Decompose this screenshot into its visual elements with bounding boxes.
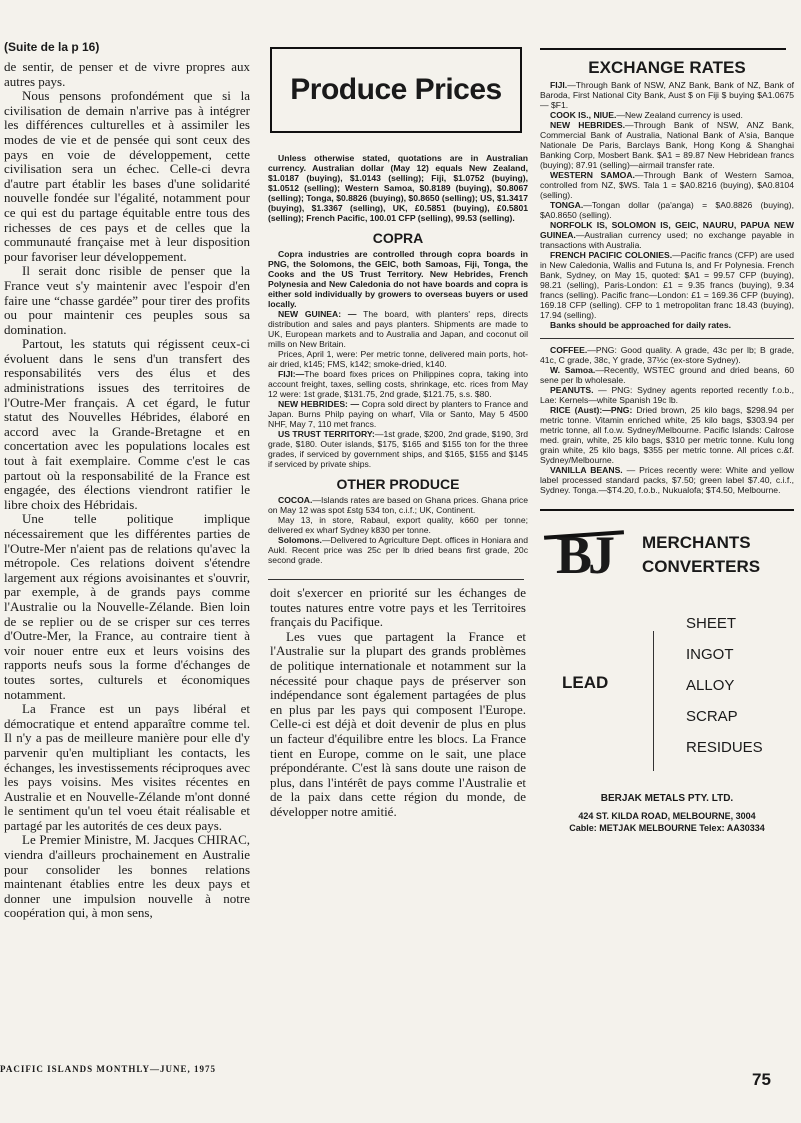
company-name: BERJAK METALS PTY. LTD. bbox=[600, 793, 734, 804]
produce-prices-title-box bbox=[270, 47, 522, 133]
entry-label: RICE (Aust):—PNG: bbox=[550, 405, 633, 415]
entry-text: —Through Bank of NSW, ANZ Bank, Commercial Bank of Australia, National Bank of A'sia, Banque Nationale De Paris, Barclays Bank, Hong Kong & Shanghai Banking Corp, Mosbert Bank. $A1 = 89.87 New Hebridean francs (buying); 87.91 (selling)—airmail transfer rate. bbox=[540, 120, 795, 170]
entry-label: VANILLA BEANS. bbox=[550, 465, 623, 475]
exchange-entry bbox=[540, 170, 794, 200]
entry-label: NEW GUINEA: — bbox=[278, 309, 357, 319]
entry-text: — PNG: Sydney agents reported recently f.o.b., Lae: Kernels—white Spanish 19c lb. bbox=[540, 385, 794, 405]
entry-label: TONGA. bbox=[550, 200, 584, 210]
produce-entry bbox=[540, 385, 794, 405]
entry-label: COFFEE. bbox=[550, 345, 588, 355]
divider bbox=[540, 338, 794, 339]
entry-text: —Tongan dollar (pa'anga) = $A0.8826 (buying), $A0.8650 (selling). bbox=[540, 200, 794, 220]
banks-note: Banks should be approached for daily rates. bbox=[550, 320, 731, 330]
entry-label: COOK IS., NIUE. bbox=[550, 110, 617, 120]
paragraph: Le Premier Ministre, M. Jacques CHIRAC, viendra d'ailleurs prochainement en Australie pour consolider les bonnes relations maintenant établies entre les deux pays et donner une impulsion nouvelle à notre coopération qui, à mon sens, bbox=[4, 832, 250, 921]
product-item: ALLOY bbox=[686, 677, 735, 694]
exchange-entry bbox=[540, 80, 794, 110]
new-guinea-prices: Prices, April 1, were: Per metric tonne, delivered main ports, hot-air dried, k145; FMS, k142; smoke-dried, k140. bbox=[268, 349, 528, 369]
cocoa-entry bbox=[268, 495, 528, 515]
entry-label: NEW HEBRIDES: — bbox=[278, 399, 360, 409]
converters-label: CONVERTERS bbox=[642, 557, 761, 576]
product-item: SHEET bbox=[686, 615, 737, 632]
entry-text: —Through Bank of NSW, ANZ Bank, Bank of NZ, Bank of Baroda, First National City Bank, Aust $ on Fiji $ buying $A1.0675 — $F1. bbox=[540, 80, 794, 110]
divider bbox=[540, 48, 786, 50]
entry-text: —Australian currency used; no exchange payable in transactions with Australia. bbox=[540, 230, 794, 250]
exchange-entry bbox=[540, 110, 794, 120]
exchange-rates-column bbox=[536, 0, 798, 1085]
french-article-column bbox=[0, 0, 252, 1085]
page-footer: PACIFIC ISLANDS MONTHLY—JUNE, 1975 bbox=[0, 1064, 217, 1074]
copra-intro: Copra industries are controlled through copra boards in PNG, the Solomons, the GEIC, both Samoas, Fiji, Tonga, the Cooks and the US Trust Territory. New Hebrides, French Polynesia and New Caledonia do not have boards and copra is either sold individually by growers to overseas buyers or used locally. bbox=[268, 249, 528, 309]
entry-label: FRENCH PACIFIC COLONIES. bbox=[550, 250, 673, 260]
entry-label: WESTERN SAMOA. bbox=[550, 170, 635, 180]
paragraph: La France est un pays libéral et démocratique et entend apparaître comme tel. Il n'y a pas de meilleure manière pour elle d'y parvenir qu'en multipliant les contacts, les échanges, les investissements réciproques avec les pays voisins. Mes visites récentes en Australie et en Nouvelle-Zélande m'ont donné le sentiment qu'un tel voeu était réalisable et partagé par les autorités de ces deux pays. bbox=[4, 701, 250, 833]
berjak-metals-advert bbox=[540, 509, 794, 865]
divider bbox=[268, 579, 524, 580]
exchange-rates-text bbox=[540, 80, 794, 330]
entry-label: COCOA. bbox=[278, 495, 313, 505]
entry-label: FIJI:— bbox=[278, 369, 305, 379]
produce-entry bbox=[540, 465, 794, 495]
other-produce-heading: OTHER PRODUCE bbox=[336, 476, 460, 492]
continuation-note: (Suite de la p 16) bbox=[4, 40, 100, 54]
entry-text: Copra sold direct by planters to France and Japan. Burns Philp paying on wharf, Vila or Santo, May 5 4500 NHF, May 7, 110 met francs. bbox=[268, 399, 528, 429]
entry-label: FIJI. bbox=[550, 80, 568, 90]
exchange-entry bbox=[540, 120, 794, 170]
french-article-continuation bbox=[270, 586, 526, 820]
entry-text: —PNG: Good quality. A grade, 43c per lb; B grade, 41c, C grade, 38c, Y grade, 37½c (ex-store Sydney). bbox=[540, 345, 794, 365]
exchange-entry bbox=[540, 200, 794, 220]
solomons-entry bbox=[268, 535, 528, 565]
company-cable: Cable: METJAK MELBOURNE Telex: AA30334 bbox=[569, 823, 765, 833]
entry-text: The board fixes prices on Philippines copra, taking into account freight, taxes, selling costs, shrinkage, etc. rices from May 12 were: 1st grade, $131.75, 2nd grade, $121.75, s.s. $80. bbox=[268, 369, 528, 399]
entry-text: —Through Bank of Western Samoa, controlled from NZ, $WS. Tala 1 = $A0.8216 (buying), $A0.8104 (selling). bbox=[540, 170, 794, 200]
entry-text: Dried brown, 25 kilo bags, $298.94 per metric tonne. Vitamin enriched white, 25 kilo bags, $303.94 per metric tonne, all f.o.w. Sydney/Melbourne. Pacific Islands: Calrose med. grain, white, 25 kilo bags, $310 per metric tonne. Kulu long grain white, 25 kilo bags, $355 per metric tonne. All prices c.&f. Sydney/Melbourne. bbox=[540, 405, 794, 465]
merchants-label: MERCHANTS bbox=[642, 533, 751, 552]
entry-text: —Recently, WSTEC ground and dried beans, 60 sene per lb wholesale. bbox=[540, 365, 794, 385]
paragraph: Il serait donc risible de penser que la France veut s'y maintenir avec l'espoir d'en faire une “chasse gardée” pour tirer des profits ou pour maintenir ces peuples sous sa domination. bbox=[4, 263, 250, 337]
entry-text: —New Zealand currency is used. bbox=[616, 110, 743, 120]
copra-heading: COPRA bbox=[372, 230, 424, 246]
bj-logo-icon bbox=[544, 525, 630, 587]
paragraph: doit s'exercer en priorité sur les échanges de toutes natures entre votre pays et les Territoires français du Pacifique. bbox=[270, 585, 526, 630]
exchange-rates-title: EXCHANGE RATES bbox=[588, 58, 746, 77]
entry-text: The board, with planters' reps, directs distribution and sales and pays planters. Shipments are made to UK, European markets and to Australia and Japan, and coconut oil mills on New Britain. bbox=[268, 309, 529, 349]
paragraph: Nous pensons profondément que si la civilisation de demain n'arrive pas à intégrer les différences culturelles et à assimiler les modes de vie et de pensée qui sont ceux des pays en voie de développement, cette civilisation sera un échec. Celle-ci devra d'autre part établir les bases d'une solidarité nouvelle fondée sur l'égalité, notamment pour ce qui est du partage équitable entre tous des richesses de ces pays et de celles que la communauté française met à leur disposition pour favoriser leur développement. bbox=[4, 88, 250, 264]
fiji-entry bbox=[268, 369, 528, 399]
produce-prices-continued bbox=[540, 345, 794, 495]
entry-label: NORFOLK IS, SOLOMON IS, GEIC, NAURU, PAPUA NEW GUINEA. bbox=[540, 220, 794, 240]
entry-label: US TRUST TERRITORY: bbox=[278, 429, 375, 439]
entry-text: — Prices recently were: White and yellow label processed standard packs, $7.50; green label $7.40, c.i.f., Sydney. Tonga.—$T4.20, f.o.b., Nukualofa; $T4.50, Melbourne. bbox=[540, 465, 794, 495]
paragraph: Les vues que partagent la France et l'Australie sur la plupart des grands problèmes de politique internationale et notamment sur la nécessité pour chaque pays de préserver son indépendance sont également partagées de plus en plus par les pays qui composent l'Europe. Celle-ci est déjà et doit devenir de plus en plus un facteur d'équilibre entre les blocs. La France tient en Europe, comme on le sait, une place prépondérante. C'est là sans doute une raison de plus, dans l'intérêt de pays comme l'Australie et de la paix dans cette région du monde, de développer notre amitié. bbox=[270, 628, 526, 819]
entry-label: Solomons. bbox=[278, 535, 322, 545]
entry-label: PEANUTS. bbox=[550, 385, 594, 395]
page-number: 75 bbox=[752, 1070, 771, 1089]
entry-label: W. Samoa. bbox=[550, 365, 596, 375]
produce-prices-title: Produce Prices bbox=[290, 73, 502, 106]
entry-text: —1st grade, $200, 2nd grade, $190, 3rd grade, $180. Outer islands, $175, $165 and $155 ton for the three grades, if serviced by government ships, and $165, $155 and $145 if serviced by private ships. bbox=[268, 429, 529, 469]
entry-text: —Islands rates are based on Ghana prices. Ghana price on May 12 was spot £stg 534 ton, c.i.f.; UK, Continent. bbox=[268, 495, 528, 515]
exchange-entry bbox=[540, 250, 794, 320]
paragraph: de sentir, de penser et de vivre propres aux autres pays. bbox=[4, 59, 250, 89]
produce-entry bbox=[540, 365, 794, 385]
produce-entry bbox=[540, 345, 794, 365]
product-item: RESIDUES bbox=[686, 739, 763, 756]
cocoa-entry-2: May 13, in store, Rabaul, export quality, k660 per tonne; delivered ex wharf Sydney k830 per tonne. bbox=[268, 515, 528, 535]
logo-letters: BJ bbox=[556, 525, 612, 585]
produce-entry bbox=[540, 405, 794, 465]
new-guinea-entry bbox=[268, 309, 528, 349]
produce-prices-column bbox=[262, 0, 530, 1085]
entry-text: —Pacific francs (CFP) are used in New Caledonia, Wallis and Futuna Is, and Fr Polynesia. French Bank, Sydney, on May 15, quoted: $A1 = 99.57 CFP (buying), 98.21 (selling), Paris-London: £1 = 9.35 francs (buying), 9.34 francs (selling). Pacific franc—London: £1 = 169.36 CFP (buying), 169.18 CFP (selling). CFP to 1 metropolitan franc 18.43 (buying), 17.94 (selling). bbox=[540, 250, 795, 320]
product-item: INGOT bbox=[686, 646, 734, 663]
produce-prices-text bbox=[268, 153, 528, 565]
us-trust-entry bbox=[268, 429, 528, 469]
new-hebrides-entry bbox=[268, 399, 528, 429]
exchange-entry bbox=[540, 220, 794, 250]
product-item: SCRAP bbox=[686, 708, 738, 725]
lead-label: LEAD bbox=[562, 673, 609, 692]
entry-label: NEW HEBRIDES. bbox=[550, 120, 626, 130]
french-article-text bbox=[4, 60, 252, 921]
paragraph: Une telle politique implique nécessairement que les différentes parties de l'Outre-Mer n'aient pas de relations qu'avec la métropole. Ces relations doivent s'étendre largement aux régions avoisinantes et s'ouvrir, par exemple, à de grands pays comme l'Australie ou la Nouvelle-Zélande. Bien loin de se replier ou de se crisper sur ces terres d'Outre-Mer, la France, au contraire tient à voir nouer entre eux et leurs voisins des rapports neufs sous la forme d'échanges de toutes sortes, culturels et économiques notamment. bbox=[4, 511, 250, 702]
company-address: 424 ST. KILDA ROAD, MELBOURNE, 3004 bbox=[578, 811, 756, 821]
paragraph: Partout, les statuts qui régissent ceux-ci évoluent dans le sens d'un transfert des responsabilités vers des élus et des administrations issues des territoires de l'Outre-Mer français. A cet égard, le futur statut des Nouvelles Hébrides, élaboré en accord avec la Grande-Bretagne et en concertation avec les populations locales est tout à fait exemplaire. Comme c'est le cas partout où la responsabilité de la France est engagée, des élections viendront ratifier le libre choix des Hébridais. bbox=[4, 336, 250, 512]
divider bbox=[653, 631, 654, 771]
entry-text: —Delivered to Agriculture Dept. offices in Honiara and Aukl. Recent price was 25c per lb dried beans first grade, 20c second grade. bbox=[268, 535, 528, 565]
currency-intro: Unless otherwise stated, quotations are in Australian currency. Australian dollar (May 12) equals New Zealand, $1.0187 (buying), $1.0143 (selling); Fiji, $1.0752 (buying), $1.0512 (selling); Western Samoa, $0.8189 (buying), $0.8067 (selling); Tonga, $0.8826 (buying), $0.8650 (selling); US, $1.3417 (buying), $1.3367 (selling), UK, £0.5851 (buying), £0.5801 (selling); French Pacific, 100.01 CFP (selling), 99.53 (selling). bbox=[268, 153, 528, 223]
